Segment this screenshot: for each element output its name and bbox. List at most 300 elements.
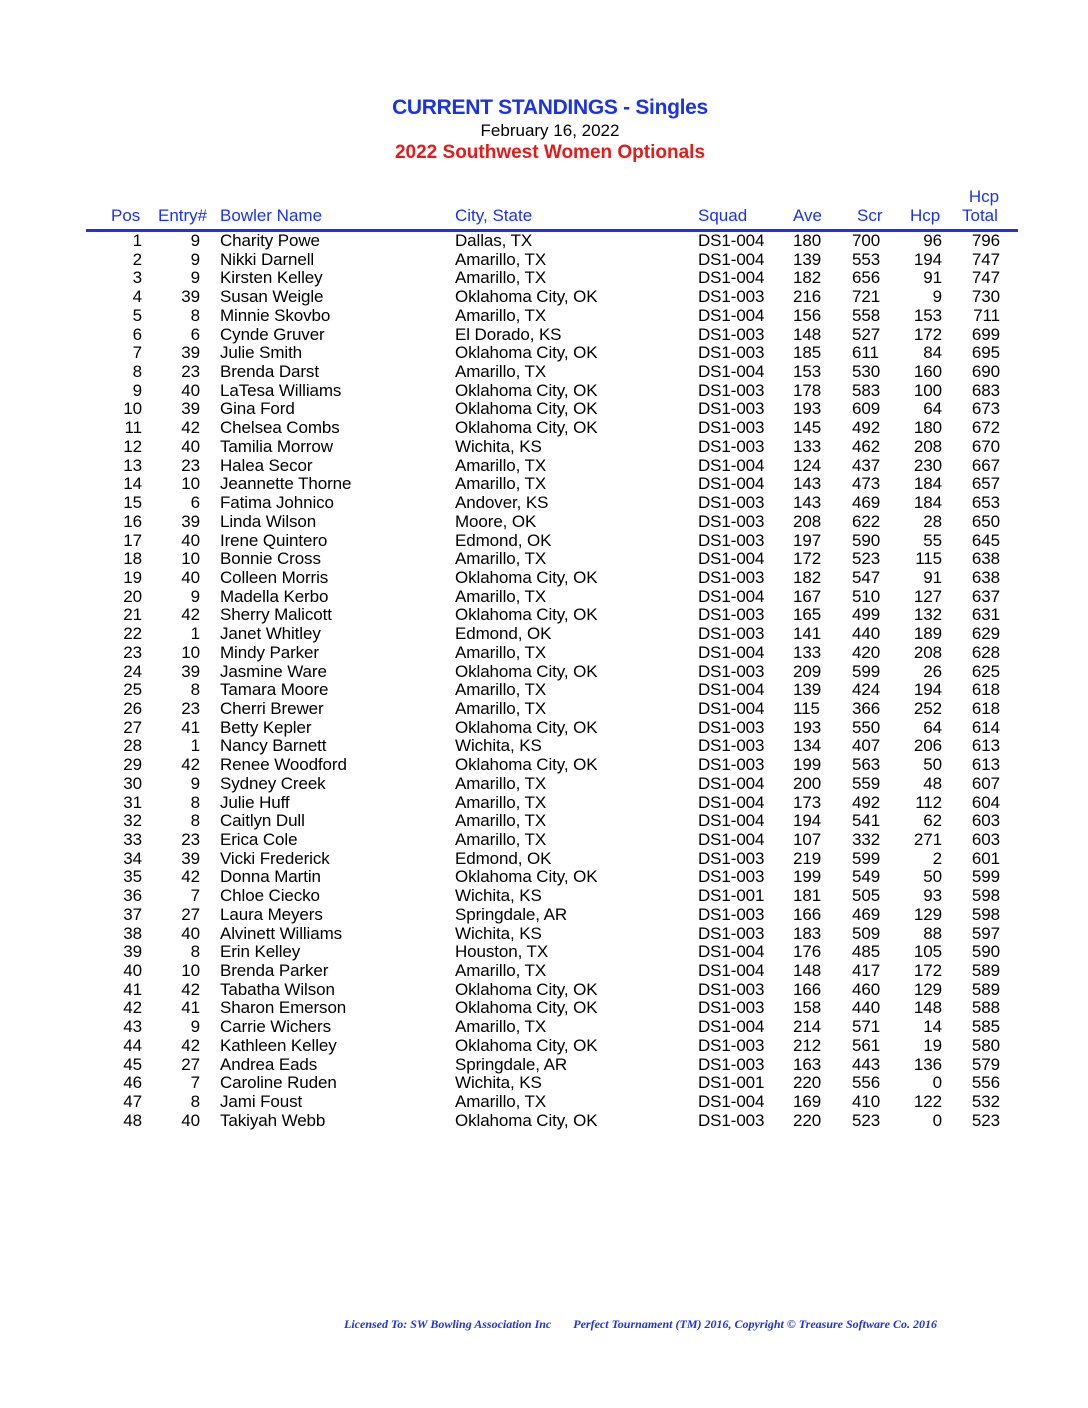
position-cell: 26 xyxy=(123,698,142,718)
table-row xyxy=(0,231,1088,250)
handicap-total-cell: 598 xyxy=(971,904,1000,924)
scratch-score-cell: 420 xyxy=(852,642,881,662)
bowler-name-cell: Charity Powe xyxy=(220,231,320,250)
average-cell: 214 xyxy=(793,1017,822,1037)
scratch-score-cell: 440 xyxy=(852,624,881,644)
average-cell: 193 xyxy=(793,717,822,737)
average-cell: 180 xyxy=(793,231,822,250)
scratch-score-cell: 541 xyxy=(852,811,881,831)
handicap-total-cell: 673 xyxy=(971,399,1000,419)
average-cell: 145 xyxy=(793,418,822,438)
entry-number-cell: 9 xyxy=(190,773,200,793)
table-row xyxy=(0,549,1088,568)
col-header-entry: Entry# xyxy=(158,206,208,225)
city-state-cell: Oklahoma City, OK xyxy=(455,380,598,400)
handicap-cell: 91 xyxy=(923,268,942,288)
entry-number-cell: 40 xyxy=(181,380,200,400)
handicap-total-cell: 589 xyxy=(971,979,1000,999)
scratch-score-cell: 440 xyxy=(852,998,881,1018)
scratch-score-cell: 473 xyxy=(852,474,881,494)
handicap-total-cell: 618 xyxy=(971,698,1000,718)
scratch-score-cell: 437 xyxy=(852,455,881,475)
average-cell: 200 xyxy=(793,773,822,793)
city-state-cell: Amarillo, TX xyxy=(455,961,547,981)
position-cell: 12 xyxy=(123,436,142,456)
entry-number-cell: 8 xyxy=(190,1092,200,1112)
col-header-squad: Squad xyxy=(698,206,748,225)
handicap-total-cell: 604 xyxy=(971,792,1000,812)
bowler-name-cell: Donna Martin xyxy=(220,867,321,887)
entry-number-cell: 9 xyxy=(190,249,200,269)
table-row xyxy=(0,1073,1088,1092)
handicap-cell: 100 xyxy=(913,380,942,400)
bowler-name-cell: Takiyah Webb xyxy=(220,1110,326,1130)
handicap-cell: 189 xyxy=(913,624,942,644)
handicap-total-cell: 638 xyxy=(971,567,1000,587)
city-state-cell: Oklahoma City, OK xyxy=(455,979,598,999)
position-cell: 41 xyxy=(123,979,142,999)
handicap-cell: 115 xyxy=(915,549,942,569)
entry-number-cell: 42 xyxy=(181,1035,200,1055)
position-cell: 11 xyxy=(124,418,142,438)
page-title: CURRENT STANDINGS - Singles xyxy=(392,96,708,119)
average-cell: 194 xyxy=(793,811,822,831)
scratch-score-cell: 700 xyxy=(852,231,881,250)
position-cell: 3 xyxy=(132,268,142,288)
handicap-cell: 50 xyxy=(923,755,942,775)
bowler-name-cell: Julie Huff xyxy=(220,792,290,812)
position-cell: 9 xyxy=(132,380,142,400)
position-cell: 22 xyxy=(123,624,142,644)
squad-cell: DS1-003 xyxy=(698,399,765,419)
handicap-cell: 271 xyxy=(913,830,942,849)
squad-cell: DS1-004 xyxy=(698,231,765,250)
table-row xyxy=(0,512,1088,531)
handicap-total-cell: 523 xyxy=(971,1110,1000,1130)
handicap-total-cell: 747 xyxy=(971,268,1000,288)
table-row xyxy=(0,755,1088,774)
city-state-cell: Amarillo, TX xyxy=(455,549,547,569)
entry-number-cell: 42 xyxy=(181,979,200,999)
handicap-total-cell: 603 xyxy=(971,811,1000,831)
table-row xyxy=(0,1111,1088,1130)
bowler-name-cell: Sharon Emerson xyxy=(220,998,347,1018)
handicap-cell: 93 xyxy=(923,886,942,906)
position-cell: 42 xyxy=(123,998,142,1018)
table-row xyxy=(0,886,1088,905)
position-cell: 1 xyxy=(132,231,142,250)
city-state-cell: Andover, KS xyxy=(455,493,549,513)
squad-cell: DS1-003 xyxy=(698,418,765,438)
bowler-name-cell: Kirsten Kelley xyxy=(220,268,323,288)
average-cell: 156 xyxy=(793,305,822,325)
handicap-total-cell: 637 xyxy=(971,586,1000,606)
col-header-bowler-name: Bowler Name xyxy=(220,206,323,225)
entry-number-cell: 6 xyxy=(190,324,200,344)
entry-number-cell: 9 xyxy=(190,586,200,606)
entry-number-cell: 8 xyxy=(190,305,200,325)
average-cell: 209 xyxy=(793,661,822,681)
handicap-total-cell: 607 xyxy=(971,773,1000,793)
average-cell: 208 xyxy=(793,511,822,531)
position-cell: 48 xyxy=(123,1110,142,1130)
squad-cell: DS1-003 xyxy=(698,923,765,943)
scratch-score-cell: 366 xyxy=(852,698,881,718)
bowler-name-cell: Sydney Creek xyxy=(220,773,326,793)
table-row xyxy=(0,961,1088,980)
squad-cell: DS1-003 xyxy=(698,998,765,1018)
average-cell: 134 xyxy=(793,736,822,756)
average-cell: 148 xyxy=(793,961,822,981)
scratch-score-cell: 469 xyxy=(852,904,881,924)
handicap-cell: 19 xyxy=(923,1035,942,1055)
handicap-cell: 88 xyxy=(923,923,942,943)
entry-number-cell: 1 xyxy=(190,624,200,644)
scratch-score-cell: 462 xyxy=(852,436,881,456)
table-row xyxy=(0,1036,1088,1055)
average-cell: 143 xyxy=(793,474,822,494)
entry-number-cell: 40 xyxy=(181,923,200,943)
table-row xyxy=(0,774,1088,793)
entry-number-cell: 23 xyxy=(181,830,200,849)
bowler-name-cell: Laura Meyers xyxy=(220,904,323,924)
scratch-score-cell: 721 xyxy=(852,287,881,307)
position-cell: 17 xyxy=(123,530,142,550)
squad-cell: DS1-004 xyxy=(698,586,765,606)
bowler-name-cell: Halea Secor xyxy=(220,455,313,475)
squad-cell: DS1-003 xyxy=(698,530,765,550)
average-cell: 199 xyxy=(793,867,822,887)
handicap-cell: 28 xyxy=(923,511,942,531)
average-cell: 216 xyxy=(793,287,822,307)
bowler-name-cell: Nikki Darnell xyxy=(220,249,315,269)
scratch-score-cell: 590 xyxy=(852,530,881,550)
position-cell: 15 xyxy=(123,493,142,513)
squad-cell: DS1-003 xyxy=(698,717,765,737)
squad-cell: DS1-004 xyxy=(698,642,765,662)
average-cell: 183 xyxy=(793,923,822,943)
handicap-total-cell: 667 xyxy=(971,455,1000,475)
bowler-name-cell: Jasmine Ware xyxy=(220,661,327,681)
squad-cell: DS1-003 xyxy=(698,755,765,775)
position-cell: 2 xyxy=(132,249,142,269)
position-cell: 24 xyxy=(123,661,142,681)
entry-number-cell: 39 xyxy=(181,399,200,419)
handicap-cell: 84 xyxy=(923,343,942,363)
squad-cell: DS1-004 xyxy=(698,811,765,831)
handicap-cell: 194 xyxy=(913,249,942,269)
city-state-cell: Oklahoma City, OK xyxy=(455,755,598,775)
scratch-score-cell: 559 xyxy=(852,773,881,793)
city-state-cell: Wichita, KS xyxy=(455,436,542,456)
entry-number-cell: 8 xyxy=(190,811,200,831)
handicap-cell: 129 xyxy=(913,904,942,924)
entry-number-cell: 41 xyxy=(181,998,200,1018)
average-cell: 172 xyxy=(793,549,822,569)
table-row xyxy=(0,980,1088,999)
position-cell: 7 xyxy=(132,343,142,363)
table-row xyxy=(0,474,1088,493)
entry-number-cell: 39 xyxy=(181,343,200,363)
squad-cell: DS1-004 xyxy=(698,961,765,981)
bowler-name-cell: Brenda Darst xyxy=(220,362,319,382)
average-cell: 107 xyxy=(793,830,822,849)
entry-number-cell: 10 xyxy=(181,961,200,981)
handicap-total-cell: 670 xyxy=(971,436,1000,456)
entry-number-cell: 39 xyxy=(181,511,200,531)
table-row xyxy=(0,867,1088,886)
average-cell: 143 xyxy=(793,493,822,513)
table-row xyxy=(0,587,1088,606)
scratch-score-cell: 599 xyxy=(852,661,881,681)
position-cell: 33 xyxy=(123,830,142,849)
squad-cell: DS1-004 xyxy=(698,698,765,718)
position-cell: 10 xyxy=(123,399,142,419)
table-row xyxy=(0,399,1088,418)
average-cell: 158 xyxy=(793,998,822,1018)
col-header-ave: Ave xyxy=(793,206,822,225)
handicap-total-cell: 747 xyxy=(971,249,1000,269)
entry-number-cell: 8 xyxy=(190,792,200,812)
scratch-score-cell: 424 xyxy=(852,680,881,700)
squad-cell: DS1-004 xyxy=(698,455,765,475)
handicap-total-cell: 653 xyxy=(971,493,1000,513)
bowler-name-cell: Fatima Johnico xyxy=(220,493,334,513)
average-cell: 133 xyxy=(793,642,822,662)
average-cell: 124 xyxy=(793,455,822,475)
squad-cell: DS1-003 xyxy=(698,567,765,587)
table-row xyxy=(0,418,1088,437)
scratch-score-cell: 469 xyxy=(852,493,881,513)
squad-cell: DS1-003 xyxy=(698,436,765,456)
handicap-total-cell: 618 xyxy=(971,680,1000,700)
table-row xyxy=(0,1055,1088,1074)
position-cell: 29 xyxy=(123,755,142,775)
average-cell: 166 xyxy=(793,904,822,924)
scratch-score-cell: 492 xyxy=(852,418,881,438)
table-row xyxy=(0,437,1088,456)
position-cell: 18 xyxy=(123,549,142,569)
position-cell: 45 xyxy=(123,1054,142,1074)
handicap-total-cell: 532 xyxy=(971,1092,1000,1112)
standings-table xyxy=(0,231,1088,1130)
handicap-total-cell: 699 xyxy=(971,324,1000,344)
city-state-cell: Amarillo, TX xyxy=(455,305,547,325)
col-header-scr: Scr xyxy=(857,206,883,225)
bowler-name-cell: Irene Quintero xyxy=(220,530,328,550)
city-state-cell: El Dorado, KS xyxy=(455,324,562,344)
position-cell: 47 xyxy=(123,1092,142,1112)
city-state-cell: Oklahoma City, OK xyxy=(455,343,598,363)
handicap-cell: 127 xyxy=(913,586,942,606)
col-header-hcp-total-line2: Total xyxy=(962,206,998,225)
squad-cell: DS1-003 xyxy=(698,1110,765,1130)
bowler-name-cell: Andrea Eads xyxy=(220,1054,318,1074)
squad-cell: DS1-003 xyxy=(698,867,765,887)
scratch-score-cell: 443 xyxy=(852,1054,881,1074)
average-cell: 115 xyxy=(793,698,820,718)
scratch-score-cell: 558 xyxy=(852,305,881,325)
position-cell: 40 xyxy=(123,961,142,981)
squad-cell: DS1-003 xyxy=(698,736,765,756)
squad-cell: DS1-004 xyxy=(698,773,765,793)
city-state-cell: Oklahoma City, OK xyxy=(455,717,598,737)
city-state-cell: Amarillo, TX xyxy=(455,698,547,718)
scratch-score-cell: 611 xyxy=(852,343,879,363)
city-state-cell: Amarillo, TX xyxy=(455,362,547,382)
scratch-score-cell: 523 xyxy=(852,1110,881,1130)
city-state-cell: Oklahoma City, OK xyxy=(455,287,598,307)
squad-cell: DS1-001 xyxy=(698,886,765,906)
handicap-cell: 184 xyxy=(913,493,942,513)
city-state-cell: Amarillo, TX xyxy=(455,773,547,793)
squad-cell: DS1-004 xyxy=(698,362,765,382)
entry-number-cell: 39 xyxy=(181,287,200,307)
handicap-total-cell: 556 xyxy=(971,1073,1000,1093)
handicap-total-cell: 711 xyxy=(973,305,1000,325)
handicap-cell: 0 xyxy=(932,1073,942,1093)
handicap-cell: 132 xyxy=(913,605,942,625)
scratch-score-cell: 485 xyxy=(852,942,881,962)
city-state-cell: Amarillo, TX xyxy=(455,474,547,494)
handicap-total-cell: 601 xyxy=(971,848,1000,868)
bowler-name-cell: Susan Weigle xyxy=(220,287,324,307)
average-cell: 220 xyxy=(793,1073,822,1093)
table-row xyxy=(0,998,1088,1017)
table-row xyxy=(0,493,1088,512)
city-state-cell: Springdale, AR xyxy=(455,1054,568,1074)
bowler-name-cell: Janet Whitley xyxy=(220,624,321,644)
entry-number-cell: 23 xyxy=(181,362,200,382)
entry-number-cell: 42 xyxy=(181,755,200,775)
handicap-total-cell: 683 xyxy=(971,380,1000,400)
city-state-cell: Amarillo, TX xyxy=(455,249,547,269)
handicap-total-cell: 579 xyxy=(971,1054,1000,1074)
handicap-total-cell: 580 xyxy=(971,1035,1000,1055)
handicap-cell: 105 xyxy=(913,942,942,962)
copyright-text: Perfect Tournament (TM) 2016, Copyright © Treasure Software Co. 2016 xyxy=(573,1317,938,1331)
entry-number-cell: 40 xyxy=(181,567,200,587)
table-row xyxy=(0,362,1088,381)
squad-cell: DS1-003 xyxy=(698,624,765,644)
entry-number-cell: 10 xyxy=(181,474,200,494)
squad-cell: DS1-001 xyxy=(698,1073,765,1093)
handicap-cell: 180 xyxy=(913,418,942,438)
average-cell: 153 xyxy=(793,362,822,382)
squad-cell: DS1-003 xyxy=(698,661,765,681)
scratch-score-cell: 549 xyxy=(852,867,881,887)
city-state-cell: Oklahoma City, OK xyxy=(455,418,598,438)
city-state-cell: Oklahoma City, OK xyxy=(455,661,598,681)
entry-number-cell: 9 xyxy=(190,268,200,288)
handicap-total-cell: 599 xyxy=(971,867,1000,887)
position-cell: 14 xyxy=(123,474,142,494)
scratch-score-cell: 563 xyxy=(852,755,881,775)
average-cell: 199 xyxy=(793,755,822,775)
handicap-cell: 14 xyxy=(923,1017,942,1037)
city-state-cell: Amarillo, TX xyxy=(455,1092,547,1112)
position-cell: 19 xyxy=(123,567,142,587)
position-cell: 31 xyxy=(123,792,142,812)
entry-number-cell: 40 xyxy=(181,436,200,456)
handicap-cell: 2 xyxy=(932,848,942,868)
handicap-total-cell: 613 xyxy=(971,736,1000,756)
handicap-cell: 208 xyxy=(913,436,942,456)
scratch-score-cell: 530 xyxy=(852,362,881,382)
handicap-cell: 160 xyxy=(913,362,942,382)
handicap-total-cell: 625 xyxy=(971,661,1000,681)
position-cell: 21 xyxy=(123,605,142,625)
handicap-total-cell: 629 xyxy=(971,624,1000,644)
entry-number-cell: 7 xyxy=(190,1073,200,1093)
entry-number-cell: 39 xyxy=(181,661,200,681)
position-cell: 28 xyxy=(123,736,142,756)
squad-cell: DS1-003 xyxy=(698,1035,765,1055)
entry-number-cell: 42 xyxy=(181,418,200,438)
squad-cell: DS1-003 xyxy=(698,324,765,344)
scratch-score-cell: 527 xyxy=(852,324,881,344)
bowler-name-cell: Mindy Parker xyxy=(220,642,319,662)
average-cell: 173 xyxy=(793,792,822,812)
scratch-score-cell: 460 xyxy=(852,979,881,999)
squad-cell: DS1-004 xyxy=(698,792,765,812)
squad-cell: DS1-004 xyxy=(698,1092,765,1112)
average-cell: 148 xyxy=(793,324,822,344)
position-cell: 37 xyxy=(123,904,142,924)
table-row xyxy=(0,811,1088,830)
handicap-cell: 64 xyxy=(923,717,942,737)
squad-cell: DS1-003 xyxy=(698,605,765,625)
scratch-score-cell: 609 xyxy=(852,399,881,419)
entry-number-cell: 10 xyxy=(181,549,200,569)
average-cell: 166 xyxy=(793,979,822,999)
squad-cell: DS1-004 xyxy=(698,549,765,569)
position-cell: 38 xyxy=(123,923,142,943)
entry-number-cell: 40 xyxy=(181,530,200,550)
average-cell: 163 xyxy=(793,1054,822,1074)
entry-number-cell: 42 xyxy=(181,867,200,887)
handicap-total-cell: 645 xyxy=(971,530,1000,550)
bowler-name-cell: Brenda Parker xyxy=(220,961,329,981)
bowler-name-cell: Caroline Ruden xyxy=(220,1073,337,1093)
table-row xyxy=(0,306,1088,325)
handicap-cell: 91 xyxy=(923,567,942,587)
city-state-cell: Wichita, KS xyxy=(455,886,542,906)
handicap-cell: 129 xyxy=(913,979,942,999)
squad-cell: DS1-003 xyxy=(698,511,765,531)
table-row xyxy=(0,830,1088,849)
bowler-name-cell: Caitlyn Dull xyxy=(220,811,305,831)
squad-cell: DS1-003 xyxy=(698,848,765,868)
handicap-cell: 153 xyxy=(913,305,942,325)
table-row xyxy=(0,905,1088,924)
table-row xyxy=(0,793,1088,812)
col-header-hcp: Hcp xyxy=(910,206,941,225)
scratch-score-cell: 571 xyxy=(852,1017,881,1037)
handicap-total-cell: 588 xyxy=(971,998,1000,1018)
squad-cell: DS1-004 xyxy=(698,680,765,700)
entry-number-cell: 41 xyxy=(181,717,200,737)
squad-cell: DS1-003 xyxy=(698,979,765,999)
average-cell: 220 xyxy=(793,1110,822,1130)
average-cell: 176 xyxy=(793,942,822,962)
squad-cell: DS1-004 xyxy=(698,1017,765,1037)
city-state-cell: Oklahoma City, OK xyxy=(455,399,598,419)
table-row xyxy=(0,849,1088,868)
position-cell: 44 xyxy=(123,1035,142,1055)
average-cell: 139 xyxy=(793,680,822,700)
position-cell: 30 xyxy=(123,773,142,793)
